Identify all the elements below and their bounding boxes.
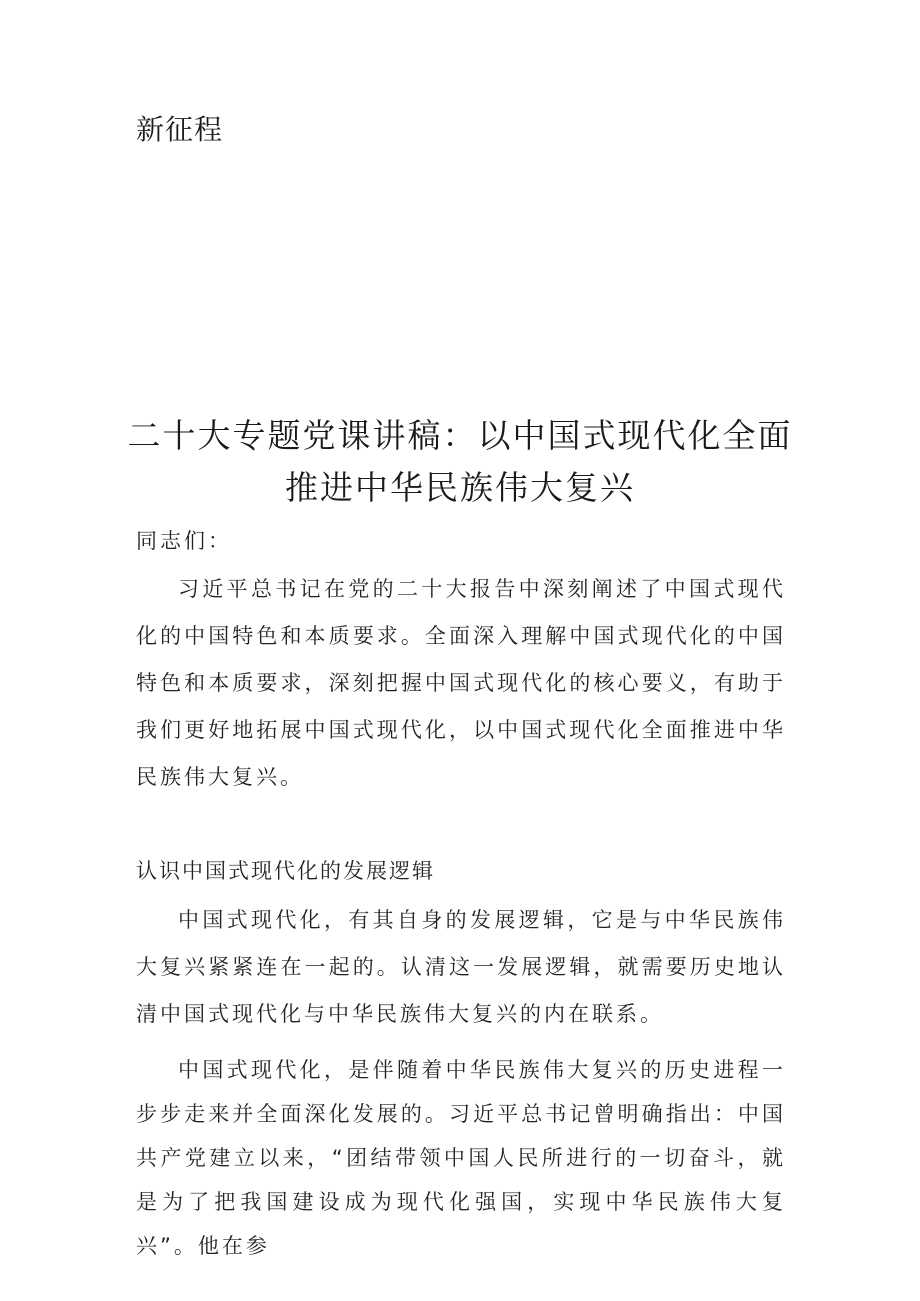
paragraph-3: 中国式现代化，是伴随着中华民族伟大复兴的历史进程一步步走来并全面深化发展的。习近平总书记曾明确指出：中国共产党建立以来，“团结带领中国人民所进行的一切奋斗，就是为了把我国建设成为现代化强国，实现中华民族伟大复兴”。他在参: [136, 1058, 786, 1258]
section-heading: 认识中国式现代化的发展逻辑: [136, 859, 435, 883]
salutation: 同志们：: [136, 529, 232, 553]
document-title: [120, 410, 800, 514]
title-line-2: 推进中华民族伟大复兴: [285, 468, 635, 507]
paragraph-1: 习近平总书记在党的二十大报告中深刻阐述了中国式现代化的中国特色和本质要求。全面深入理解中国式现代化的中国特色和本质要求，深刻把握中国式现代化的核心要义，有助于我们更好地拓展中国式现代化，以中国式现代化全面推进中华民族伟大复兴。: [136, 577, 786, 789]
document-header: 新征程: [136, 113, 224, 146]
title-line-1: 二十大专题党课讲稿：以中国式现代化全面: [127, 416, 793, 455]
paragraph-2: 中国式现代化，有其自身的发展逻辑，它是与中华民族伟大复兴紧紧连在一起的。认清这一发展逻辑，就需要历史地认清中国式现代化与中华民族伟大复兴的内在联系。: [136, 908, 786, 1026]
